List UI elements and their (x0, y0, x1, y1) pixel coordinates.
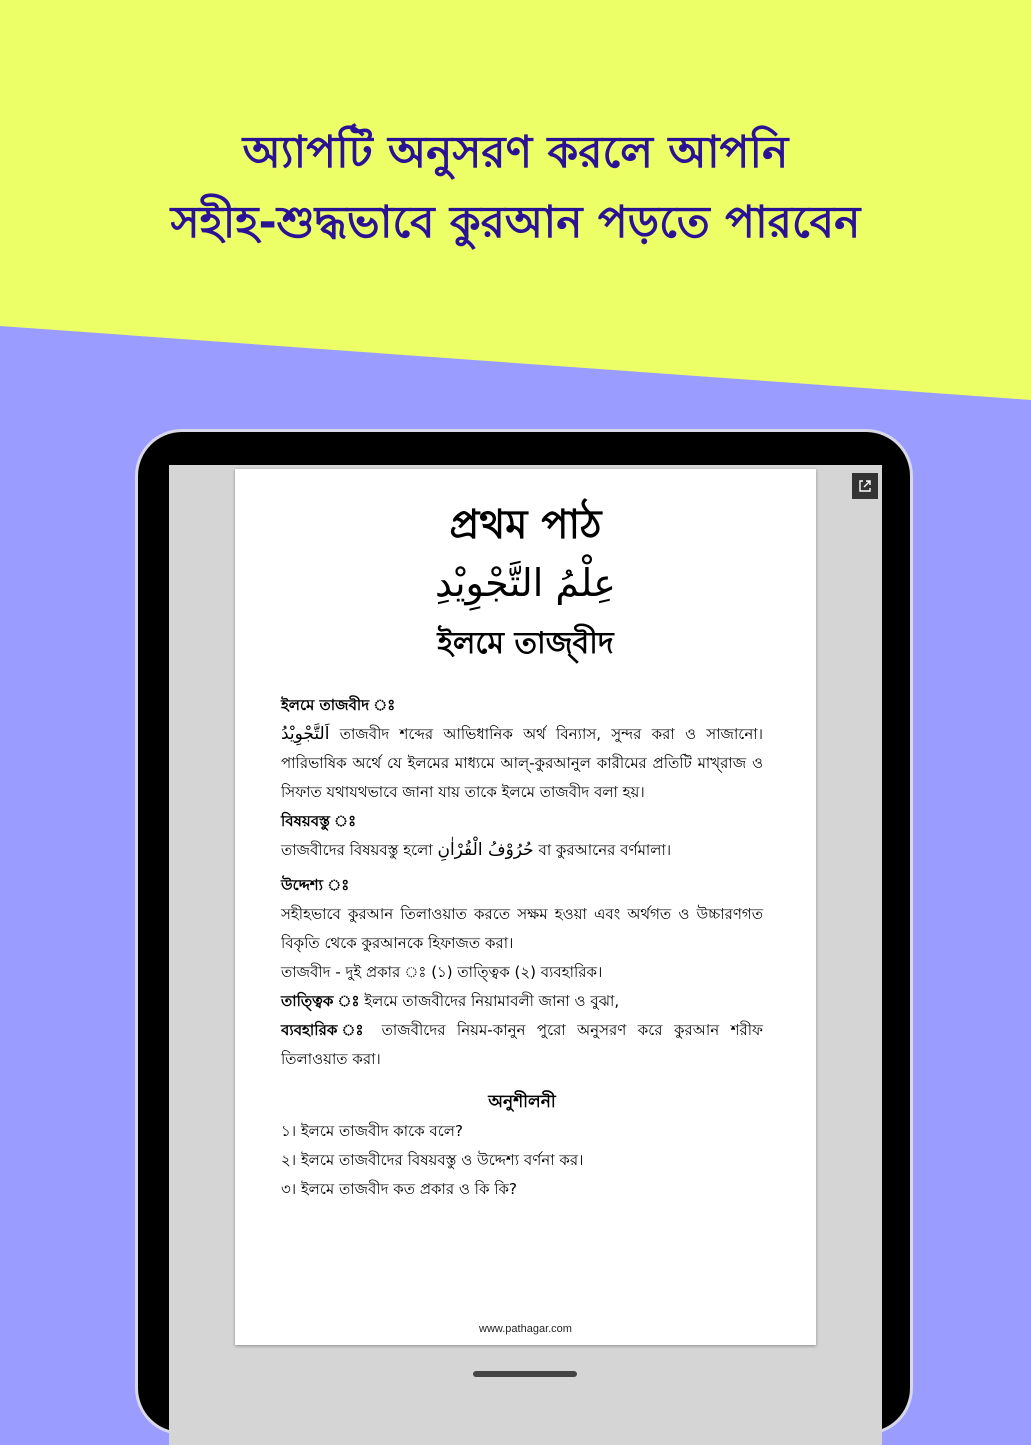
headline-line-2: সহীহ-শুদ্ধভাবে কুরআন পড়তে পারবেন (170, 197, 861, 248)
section-heading-ilme-tajweed: ইলমে তাজবীদ ঃ (281, 696, 396, 714)
lesson-subtitle: ইলমে তাজ্‌বীদ (437, 626, 614, 661)
section-text-definition (281, 720, 763, 807)
arabic-huruf: حُرُوْفُ الْقُرْاٰنِ (437, 840, 534, 860)
tablet-frame (138, 432, 910, 1432)
type-theoretical-text: ইলমে তাজবীদের নিয়ামাবলী জানা ও বুঝা, (364, 992, 620, 1010)
exercise-title: অনুশীলনী (488, 1092, 556, 1112)
open-external-button[interactable] (852, 473, 878, 499)
headline-line-1: অ্যাপটি অনুসরণ করলে আপনি (242, 127, 789, 178)
type-practical-text: তাজবীদের নিয়ম-কানুন পুরো অনুসরণ করে কুরআন শরীফ তিলাওয়াত করা। (281, 1021, 763, 1068)
definition-text: তাজবীদ শব্দের আভিধানিক অর্থ বিন্যাস, সুন্দর করা ও সাজানো। পারিভাষিক অর্থে যে ইলমের মাধ্যমে আল্‌-কুরআনুল কারীমের প্রতিটি মাখ্‌রাজ ও সিফাত যথাযথভাবে জানা যায় তাকে ইলমে তাজবীদ বলা হয়। (281, 725, 764, 801)
external-link-icon (858, 479, 872, 493)
type-practical-label: ব্যবহারিক ঃ (281, 1021, 371, 1039)
lesson-title: প্রথম পাঠ (449, 501, 602, 548)
page-footer-url: www.pathagar.com (479, 1323, 572, 1335)
type-theoretical (281, 987, 763, 1016)
subject-text-b: বা কুরআনের বর্ণমালা। (538, 841, 672, 859)
question-2: ২। ইলমে তাজবীদের বিষয়বস্তু ও উদ্দেশ্য বর্ণনা কর। (281, 1151, 584, 1169)
pdf-page (235, 469, 816, 1345)
type-theoretical-label: তাত্ত্বিক ঃ (281, 992, 360, 1010)
section-text-purpose: সহীহভাবে কুরআন তিলাওয়াত করতে সক্ষম হওয়া এবং অর্থগত ও উচ্চারণগত বিকৃতি থেকে কুরআনকে হিফাজত করা। (281, 905, 763, 952)
section-heading-purpose: উদ্দেশ্য ঃ (281, 876, 350, 894)
promo-headline (0, 118, 1031, 258)
question-1: ১। ইলমে তাজবীদ কাকে বলে? (281, 1122, 463, 1140)
section-text-subject (281, 836, 763, 865)
arabic-term: اَلتَّجْوِيْدُ (281, 724, 330, 744)
home-indicator[interactable] (473, 1371, 577, 1377)
lesson-body (281, 691, 763, 1204)
question-3: ৩। ইলমে তাজবীদ কত প্রকার ও কি কি? (281, 1180, 517, 1198)
types-text: তাজবীদ - দুই প্রকার ঃ (১) তাত্ত্বিক (২) ব্যবহারিক। (281, 963, 603, 981)
type-practical (281, 1016, 763, 1074)
subject-text-a: তাজবীদের বিষয়বস্তু হলো (281, 841, 433, 859)
section-heading-subject: বিষয়বস্তু ঃ (281, 812, 357, 830)
arabic-title: عِلْمُ التَّجْوِيْدِ (435, 561, 616, 605)
pdf-viewer-screen[interactable] (169, 465, 882, 1445)
